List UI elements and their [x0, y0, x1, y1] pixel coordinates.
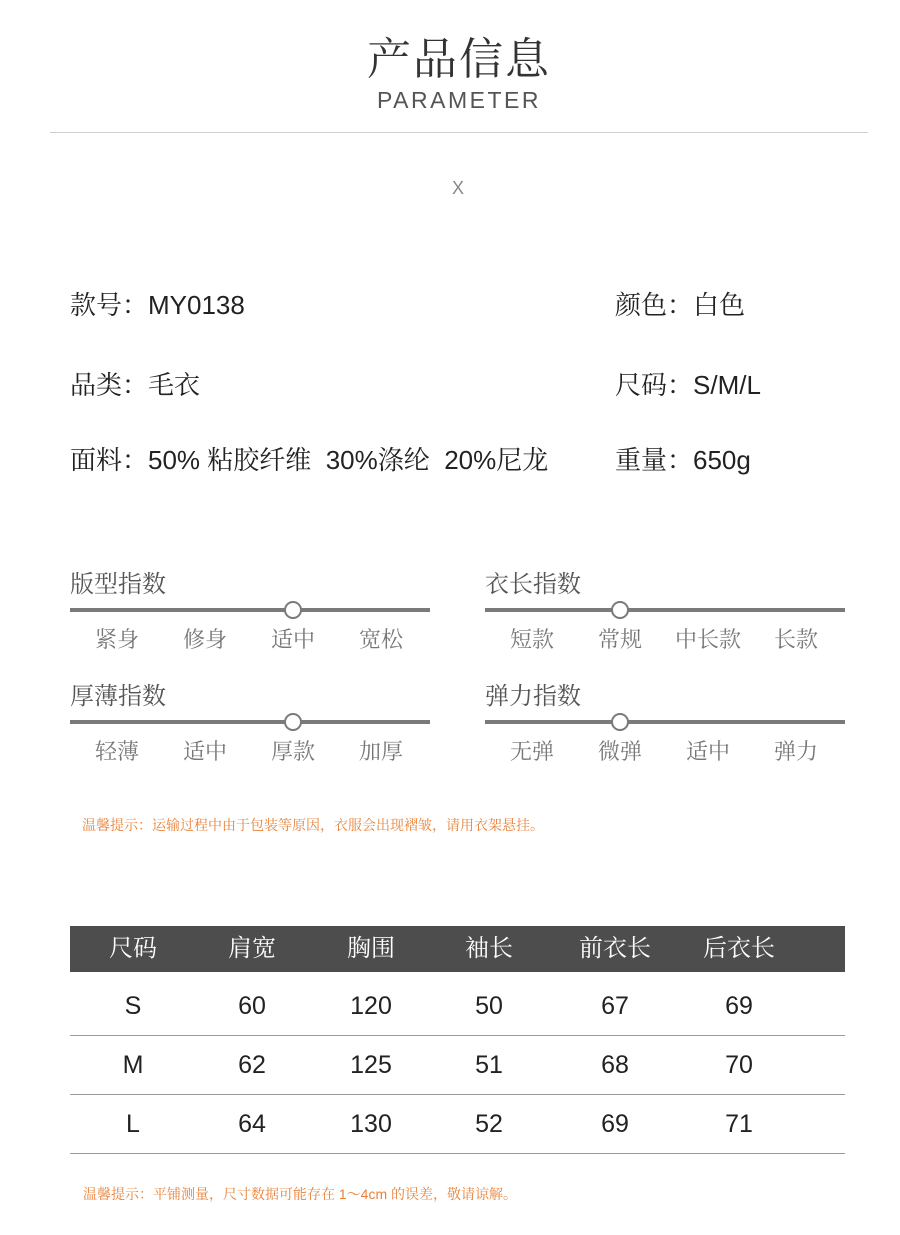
index-track — [70, 608, 430, 612]
info-label: 款号： — [70, 290, 149, 320]
decorative-mark: X — [451, 178, 464, 198]
index-option: 长款 — [773, 627, 818, 652]
info-fabric — [70, 445, 548, 475]
index-knob — [284, 601, 302, 619]
thickness-index — [70, 682, 430, 772]
info-color — [615, 290, 745, 320]
table-header-cell: 肩宽 — [228, 935, 276, 962]
index-option: 短款 — [509, 627, 554, 652]
index-options — [488, 738, 840, 766]
info-label: 重量： — [615, 445, 694, 475]
index-option: 轻薄 — [94, 739, 139, 764]
index-options — [73, 738, 425, 766]
info-value: 650g — [693, 445, 751, 475]
table-header-row — [70, 926, 845, 972]
index-knob — [284, 713, 302, 731]
table-cell: 125 — [350, 1051, 392, 1079]
index-option: 微弹 — [597, 739, 642, 764]
table-row — [70, 972, 845, 1036]
index-option: 中长款 — [674, 627, 741, 652]
info-label: 面料： — [70, 445, 149, 475]
index-knob — [611, 601, 629, 619]
index-options — [488, 626, 840, 654]
table-cell: 60 — [238, 991, 266, 1020]
table-header-cell: 后衣长 — [703, 935, 775, 962]
table-cell: 51 — [475, 1051, 503, 1079]
index-option: 适中 — [685, 739, 730, 764]
table-cell: 120 — [350, 991, 392, 1020]
measurement-note: 温馨提示：平铺测量，尺寸数据可能存在 1～4cm 的误差，敬请谅解。 — [83, 1186, 518, 1202]
page-title: 产品信息 — [367, 35, 551, 84]
index-option: 紧身 — [94, 627, 139, 652]
info-value: 50% 粘胶纤维 30%涤纶 20%尼龙 — [148, 445, 549, 475]
index-track — [70, 720, 430, 724]
info-style-no — [70, 290, 245, 320]
fit-index — [70, 570, 430, 660]
table-cell: 52 — [475, 1110, 503, 1138]
table-cell: 69 — [725, 991, 753, 1020]
size-table — [70, 926, 845, 1154]
table-cell: 71 — [725, 1110, 753, 1138]
elasticity-index — [485, 682, 845, 772]
info-label: 尺码： — [615, 370, 694, 400]
table-cell: 64 — [238, 1110, 266, 1138]
header-divider — [50, 132, 868, 133]
index-track — [485, 720, 845, 724]
table-header-cell: 胸围 — [347, 935, 395, 962]
info-value: 毛衣 — [148, 370, 201, 400]
table-cell: M — [122, 1051, 144, 1079]
info-category — [70, 370, 200, 400]
table-cell: L — [126, 1110, 140, 1138]
index-option: 无弹 — [509, 739, 554, 764]
index-option: 修身 — [182, 627, 227, 652]
index-options — [73, 626, 425, 654]
info-label: 品类： — [70, 370, 149, 400]
info-label: 颜色： — [615, 290, 694, 320]
info-value: MY0138 — [148, 290, 245, 320]
index-option: 适中 — [182, 739, 227, 764]
shipping-note: 温馨提示：运输过程中由于包装等原因，衣服会出现褶皱，请用衣架悬挂。 — [82, 817, 544, 833]
table-header-cell: 前衣长 — [579, 935, 651, 962]
index-title: 衣长指数 — [485, 571, 581, 598]
length-index — [485, 570, 845, 660]
table-cell: 67 — [601, 991, 629, 1020]
table-cell: 62 — [238, 1051, 266, 1079]
info-value: S/M/L — [693, 370, 761, 400]
index-option: 厚款 — [270, 739, 315, 764]
info-weight — [615, 445, 751, 475]
index-knob — [611, 713, 629, 731]
info-value: 白色 — [693, 290, 746, 320]
table-cell: 69 — [601, 1110, 629, 1138]
page-subtitle: PARAMETER — [377, 87, 541, 113]
info-size — [615, 370, 761, 400]
table-cell: S — [124, 991, 142, 1020]
index-title: 厚薄指数 — [70, 683, 166, 710]
table-row — [70, 1095, 845, 1154]
index-option: 适中 — [270, 627, 315, 652]
index-option: 弹力 — [773, 739, 818, 764]
table-cell: 50 — [475, 991, 503, 1020]
index-option: 常规 — [597, 627, 642, 652]
table-cell: 68 — [601, 1051, 629, 1079]
index-option: 加厚 — [358, 739, 403, 764]
table-row — [70, 1036, 845, 1095]
table-cell: 70 — [725, 1051, 753, 1079]
table-cell: 130 — [350, 1110, 392, 1138]
table-header-cell: 尺码 — [109, 935, 157, 962]
index-title: 弹力指数 — [485, 683, 581, 710]
index-option: 宽松 — [358, 627, 403, 652]
index-track — [485, 608, 845, 612]
table-header-cell: 袖长 — [465, 935, 513, 962]
index-title: 版型指数 — [70, 571, 166, 598]
